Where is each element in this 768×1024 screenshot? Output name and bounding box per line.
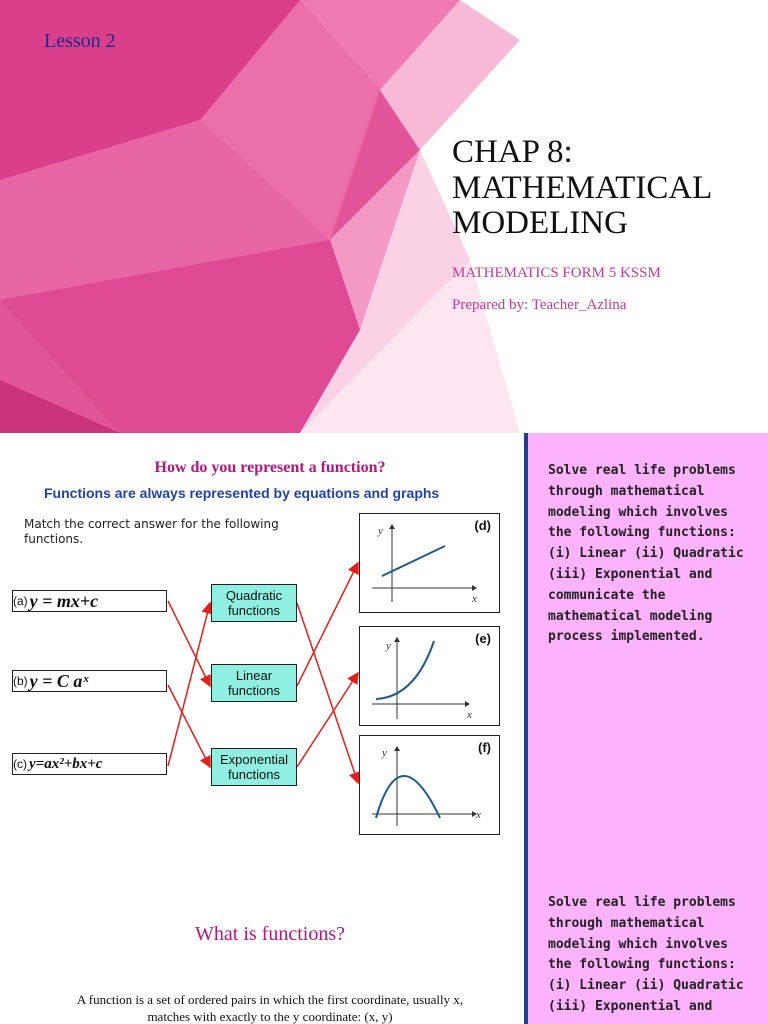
matching-slide (0, 433, 768, 865)
functions-title: What is functions? (195, 923, 345, 945)
functions-slide (0, 865, 768, 1024)
graph-d-linear: (d) y x (359, 513, 500, 613)
graph-d-y-label: y (378, 525, 383, 537)
question-title: How do you represent a function? (154, 459, 386, 476)
graph-d-x-label: x (472, 593, 477, 605)
chapter-title: CHAP 8: MATHEMATICAL MODELING (452, 134, 713, 242)
graph-e-y-label: y (386, 640, 391, 652)
functions-definition: A function is a set of ordered pairs in which the first coordinate, usually x, matches with exactly to the y coordinate: (x, y) (76, 992, 464, 1024)
graph-e-x-label: x (467, 709, 472, 721)
linear-box: Linear functions (211, 664, 297, 702)
learning-objective-text-2: Solve real life problems through mathematical modeling which involves the following functions: (i) Linear (ii) Quadratic (iii) Exponential and (548, 895, 744, 1014)
learning-objective-panel-2 (524, 865, 768, 1024)
title-slide (0, 0, 768, 433)
exponential-box: Exponential functions (211, 748, 297, 786)
equation-b: (b) y = C aˣ (12, 670, 167, 692)
learning-objective-panel (524, 433, 768, 865)
question-subheading: Functions are always represented by equations and graphs (44, 485, 440, 501)
instruction-text: Match the correct answer for the following functions. (24, 517, 279, 546)
equation-c: (c) y=ax²+bx+c (12, 753, 167, 775)
subject-subtitle: MATHEMATICS FORM 5 KSSM (452, 265, 661, 281)
lesson-label: Lesson 2 (44, 30, 116, 52)
graph-f-y-label: y (382, 747, 387, 759)
prepared-by: Prepared by: Teacher_Azlina (452, 297, 627, 313)
quadratic-box: Quadratic functions (211, 584, 297, 622)
equation-a: (a) y = mx+c (12, 590, 167, 612)
graph-f-quadratic: (f) y x (359, 735, 500, 835)
learning-objective-text: Solve real life problems through mathematical modeling which involves the following functions: (i) Linear (ii) Quadratic (iii) Exponential and communicate the mathematical modeling process implemented. (548, 463, 744, 645)
graph-f-x-label: x (476, 809, 481, 821)
graph-e-exponential: (e) y x (359, 626, 500, 726)
